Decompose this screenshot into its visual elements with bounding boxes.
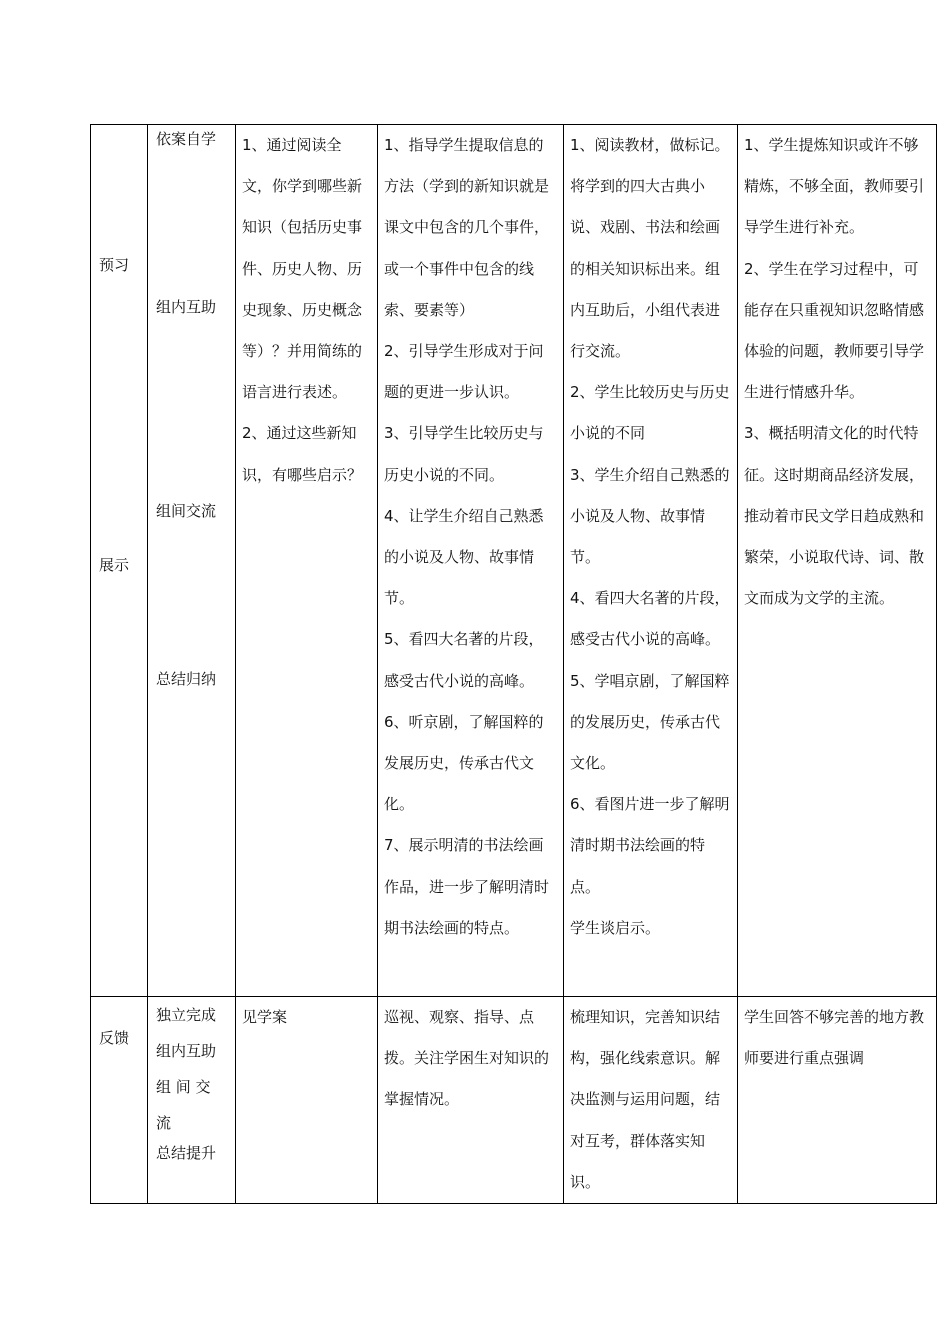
method-label: 流 (156, 1114, 172, 1132)
student-paragraph: 1、阅读教材，做标记。将学到的四大古典小说、戏剧、书法和绘画的相关知识标出来。组内互助后，小组代表进行交流。 (570, 136, 730, 361)
activity-paragraph: 5、看四大名著的片段，感受古代小说的高峰。 (384, 630, 544, 690)
student-paragraph: 6、看图片进一步了解明清时期书法绘画的特点。 (570, 795, 730, 896)
stage-label-feedback: 反馈 (99, 1029, 130, 1047)
method-label: 组内互助 (156, 298, 217, 316)
student-activity-cell (564, 125, 738, 997)
method-label: 组内互助 (156, 1042, 217, 1060)
task-paragraph: 1、通过阅读全文，你学到哪些新知识（包括历史事件、历史人物、历史现象、历史概念等）？并用简练的语言进行表述。 (242, 136, 363, 402)
method-label: 组 间 交 (156, 1078, 211, 1096)
activity-paragraph: 巡视、观察、指导、点拨。关注学困生对知识的掌握情况。 (384, 1008, 550, 1109)
stage-label-display: 展示 (99, 556, 130, 574)
method-label: 组间交流 (156, 502, 217, 520)
task-paragraph: 见学案 (242, 1008, 288, 1026)
student-paragraph: 5、学唱京剧，了解国粹的发展历史，传承古代文化。 (570, 671, 730, 773)
student-paragraph: 学生谈启示。 (570, 918, 661, 937)
table-row-feedback (91, 997, 937, 1204)
student-task-cell (236, 125, 378, 997)
student-paragraph: 2、学生比较历史与历史小说的不同 (570, 383, 730, 443)
task-paragraph: 2、通过这些新知识，有哪些启示？ (242, 424, 363, 484)
lesson-plan-table (90, 124, 937, 1204)
intent-paragraph: 学生回答不够完善的地方教师要进行重点强调 (744, 1008, 925, 1068)
stage-label-preview: 预习 (99, 256, 130, 274)
student-paragraph: 梳理知识，完善知识结构，强化线索意识。解决监测与运用问题，结对互考，群体落实知识。 (570, 1008, 721, 1191)
method-label: 总结归纳 (156, 670, 217, 688)
activity-paragraph: 1、指导学生提取信息的方法（学到的新知识就是课文中包含的几个事件，或一个事件中包含的线索、要素等） (384, 136, 550, 319)
intent-paragraph: 3、概括明清文化的时代特征。这时期商品经济发展，推动着市民文学日趋成熟和繁荣，小说取代诗、词、散文而成为文学的主流。 (744, 424, 925, 608)
method-cell (148, 997, 236, 1204)
method-label: 依案自学 (156, 130, 217, 148)
intent-paragraph: 1、学生提炼知识或许不够精炼，不够全面，教师要引导学生进行补充。 (744, 136, 925, 237)
teacher-activity-cell (378, 125, 564, 997)
design-intent-cell (738, 997, 937, 1204)
activity-paragraph: 2、引导学生形成对于问题的更进一步认识。 (384, 342, 544, 402)
student-activity-cell (564, 997, 738, 1204)
table-row-preview-display (91, 125, 937, 997)
activity-paragraph: 3、引导学生比较历史与历史小说的不同。 (384, 424, 544, 484)
student-task-cell (236, 997, 378, 1204)
method-label: 总结提升 (156, 1144, 217, 1162)
teacher-activity-cell (378, 997, 564, 1204)
activity-paragraph: 7、展示明清的书法绘画作品，进一步了解明清时期书法绘画的特点。 (384, 836, 550, 937)
intent-paragraph: 2、学生在学习过程中，可能存在只重视知识忽略情感体验的问题，教师要引导学生进行情感升华。 (744, 259, 925, 402)
method-label: 独立完成 (156, 1006, 217, 1024)
student-paragraph: 4、看四大名著的片段，感受古代小说的高峰。 (570, 589, 730, 649)
stage-cell (91, 997, 148, 1204)
method-cell (148, 125, 236, 997)
activity-paragraph: 4、让学生介绍自己熟悉的小说及人物、故事情节。 (384, 506, 544, 608)
stage-cell (91, 125, 148, 997)
design-intent-cell (738, 125, 937, 997)
student-paragraph: 3、学生介绍自己熟悉的小说及人物、故事情节。 (570, 465, 730, 567)
activity-paragraph: 6、听京剧，了解国粹的发展历史，传承古代文化。 (384, 712, 544, 814)
